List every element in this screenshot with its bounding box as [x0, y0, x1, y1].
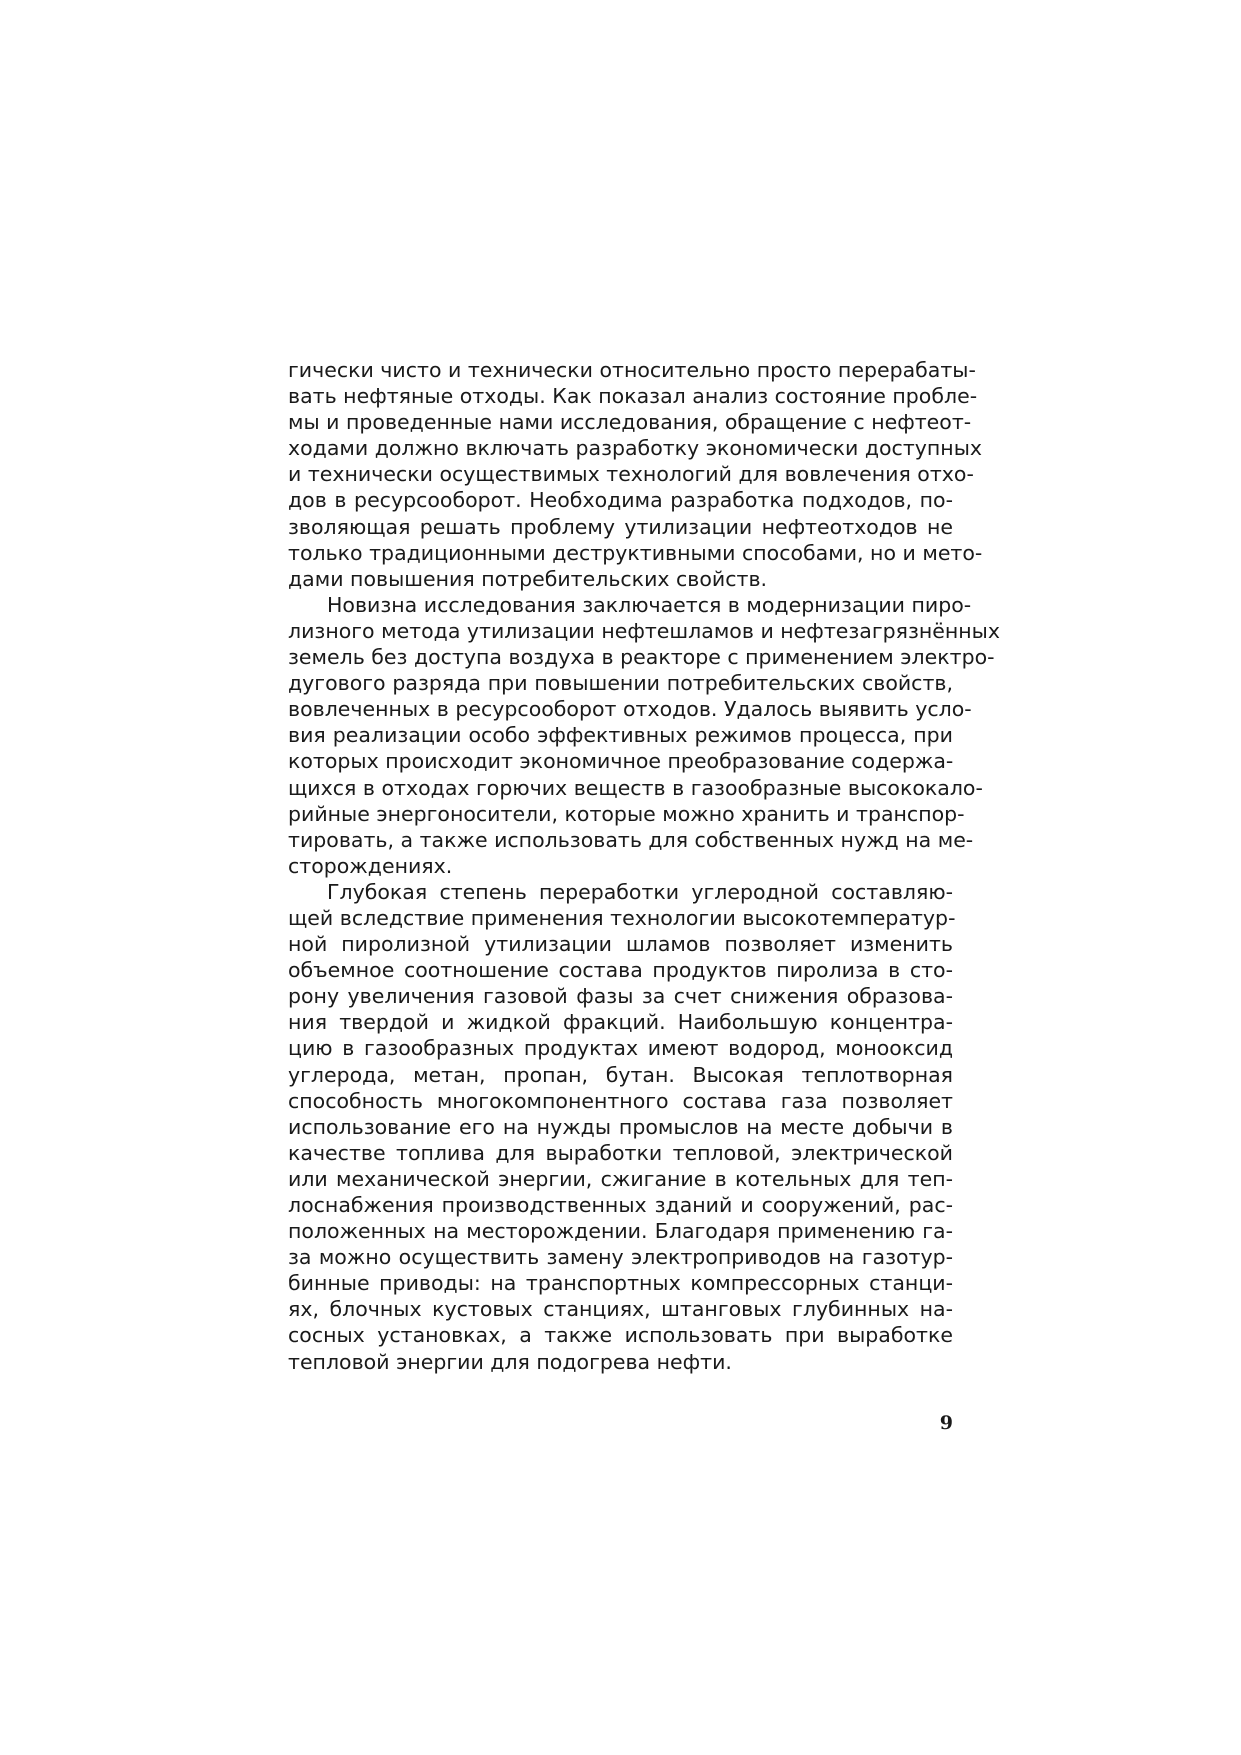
text-line: бинные приводы: на транспортных компрессорных станци-	[288, 1271, 953, 1296]
text-line: ния твердой и жидкой фракций. Наибольшую концентра-	[288, 1010, 953, 1035]
text-line: и технически осуществимых технологий для вовлечения отхо-	[288, 462, 974, 487]
page-number: 9	[939, 1412, 953, 1434]
text-line: объемное соотношение состава продуктов пиролиза в сто-	[288, 958, 953, 983]
text-line: дугового разряда при повышении потребительских свойств,	[288, 671, 953, 696]
body-text	[288, 357, 1000, 1375]
text-line: вовлеченных в ресурсооборот отходов. Удалось выявить усло-	[288, 697, 972, 722]
text-line: зволяющая решать проблему утилизации нефтеотходов не	[288, 514, 953, 539]
text-line: углерода, метан, пропан, бутан. Высокая теплотворная	[288, 1062, 953, 1087]
text-line: гически чисто и технически относительно просто перерабаты-	[288, 358, 976, 382]
text-line: мы и проведенные нами исследования, обращение с нефтеот-	[288, 410, 972, 435]
text-line: сторождениях.	[288, 853, 453, 878]
text-line: Глубокая степень переработки углеродной составляю-	[327, 879, 953, 904]
text-line: использование его на нужды промыслов на месте добычи в	[288, 1114, 953, 1139]
text-line: вать нефтяные отходы. Как показал анализ состояние пробле-	[288, 384, 978, 409]
text-line: лизного метода утилизации нефтешламов и нефтезагрязнённых	[288, 618, 1000, 643]
text-line: способность многокомпонентного состава газа позволяет	[288, 1088, 953, 1113]
text-line: рону увеличения газовой фазы за счет снижения образова-	[288, 984, 953, 1009]
text-line: качестве топлива для выработки тепловой, электрической	[288, 1140, 953, 1165]
text-line: ях, блочных кустовых станциях, штанговых глубинных на-	[288, 1297, 953, 1322]
text-line: за можно осуществить замену электроприводов на газотур-	[288, 1245, 953, 1270]
text-line: или механической энергии, сжигание в котельных для теп-	[288, 1166, 953, 1191]
text-line: дов в ресурсооборот. Необходима разработка подходов, по-	[288, 488, 953, 513]
text-line: которых происходит экономичное преобразование содержа-	[288, 749, 954, 774]
text-line: земель без доступа воздуха в реакторе с применением электро-	[288, 645, 995, 670]
text-line: лоснабжения производственных зданий и сооружений, рас-	[288, 1193, 953, 1217]
text-line: ходами должно включать разработку экономически доступных	[288, 436, 983, 461]
text-line: только традиционными деструктивными способами, но и мето-	[288, 540, 983, 565]
paragraph	[288, 592, 1000, 879]
text-line: рийные энергоносители, которые можно хранить и транспор-	[288, 801, 965, 826]
text-line: вия реализации особо эффективных режимов процесса, при	[288, 723, 953, 748]
text-line: ной пиролизной утилизации шламов позволяет изменить	[288, 932, 953, 957]
text-line: Новизна исследования заключается в модернизации пиро-	[327, 592, 972, 617]
text-line: тепловой энергии для подогрева нефти.	[288, 1349, 732, 1374]
paragraph	[288, 879, 956, 1375]
text-line: тировать, а также использовать для собственных нужд на ме-	[288, 827, 974, 852]
text-line: сосных установках, а также использовать при выработке	[288, 1323, 953, 1348]
text-line: дами повышения потребительских свойств.	[288, 566, 768, 591]
text-line: положенных на месторождении. Благодаря применению га-	[288, 1219, 953, 1244]
text-line: цию в газообразных продуктах имеют водород, монооксид	[288, 1036, 953, 1061]
text-line: щихся в отходах горючих веществ в газообразные высококало-	[288, 775, 983, 800]
paragraph	[288, 357, 983, 592]
text-line: щей вследствие применения технологии высокотемператур-	[288, 905, 956, 930]
